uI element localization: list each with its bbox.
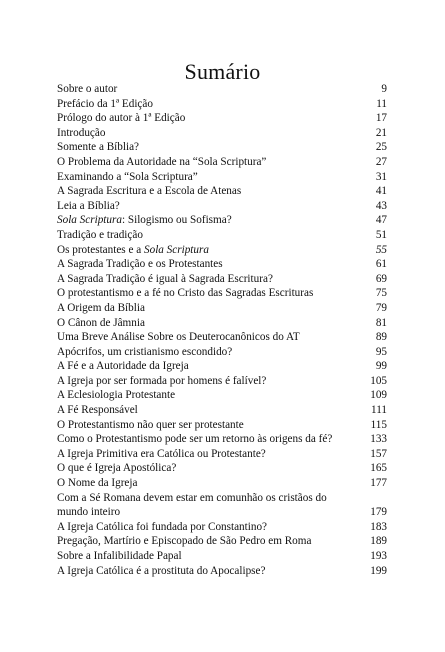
toc-entry-title-text: Sobre a Infalibilidade Papal <box>57 550 182 562</box>
toc-entry <box>57 243 387 258</box>
toc-entry <box>57 418 387 433</box>
toc-entry-page-number: 157 <box>370 447 387 460</box>
toc-entry-title <box>57 184 365 199</box>
toc-entry-title-text: Apócrifos, um cristianismo escondido? <box>57 345 233 358</box>
toc-entry <box>57 97 387 112</box>
toc-entry <box>57 272 387 287</box>
toc-entry-page-number: 79 <box>375 301 387 314</box>
toc-entry-title-text: O protestantismo e a fé no Cristo das Sagradas Escrituras <box>57 287 314 300</box>
toc-entry-title-text: : Silogismo ou Sofisma? <box>121 214 232 227</box>
toc-entry-title <box>57 388 365 403</box>
toc-entry-title <box>57 418 365 433</box>
toc-entry-page-number: 41 <box>375 185 387 198</box>
toc-entry-title-text: Leia a Bíblia? <box>57 199 120 212</box>
toc-entry <box>57 388 387 403</box>
toc-entry-title-text: A Fé Responsável <box>57 404 138 417</box>
toc-entry-title-italic: Sola Scriptura <box>144 243 209 256</box>
toc-entry-title <box>57 155 365 170</box>
toc-entry-title-italic: Sola Scriptura <box>57 214 122 227</box>
toc-entry-title-text: O Cânon de Jâmnia <box>57 316 145 329</box>
page-title: Sumário <box>184 59 261 84</box>
toc-entry-page-number: 69 <box>375 272 387 285</box>
toc-entry <box>57 170 387 185</box>
toc-entry-page-number: 115 <box>370 418 387 431</box>
toc-entry-page-number: 109 <box>370 389 387 402</box>
toc-entry-page-number: 199 <box>370 564 387 577</box>
toc-entry-title <box>57 534 365 549</box>
toc-entry-page-number: 51 <box>375 228 387 241</box>
toc-entry-title-text: Como o Protestantismo pode ser um retorno às origens da fé? <box>57 433 333 446</box>
toc-entry-title <box>57 170 365 185</box>
toc-entry <box>57 257 387 272</box>
toc-entry <box>57 316 387 331</box>
toc-entry-title <box>57 140 365 155</box>
toc-entry-title <box>57 243 365 258</box>
toc-entry <box>57 461 387 476</box>
toc-entry-page-number: 189 <box>370 535 387 548</box>
toc-entry-page-number: 95 <box>375 345 387 358</box>
toc-entry <box>57 111 387 126</box>
toc-entry-page-number: 47 <box>375 214 387 227</box>
toc-entry-title <box>57 403 365 418</box>
toc-entry-title-text: A Origem da Bíblia <box>57 301 145 314</box>
toc-entry-page-number: 31 <box>375 170 387 183</box>
toc-entry-title-text: O Protestantismo não quer ser protestante <box>57 418 244 431</box>
toc-entry-title-text: Sobre o autor <box>57 83 118 95</box>
toc-entry-title-text: A Fé e a Autoridade da Igreja <box>57 360 189 373</box>
toc-entry <box>57 476 387 491</box>
toc-entry-title <box>57 257 365 272</box>
toc-entry-title <box>57 316 365 331</box>
toc-entry-page-number: 183 <box>370 520 387 533</box>
toc-entry <box>57 534 387 549</box>
toc-entry-page-number: 99 <box>375 360 387 373</box>
toc-entry <box>57 140 387 155</box>
toc-entry-page-number: 21 <box>375 126 387 139</box>
toc-entry-title-text: O Problema da Autoridade na “Sola Scriptura” <box>57 155 267 168</box>
toc-entry-page-number: 43 <box>375 199 387 212</box>
toc-entry-title <box>57 126 365 141</box>
toc-entry-title-text: Pregação, Martírio e Episcopado de São Pedro em Roma <box>57 535 312 548</box>
toc-entry-title-text: Com a Sé Romana devem estar em comunhão os cristãos do mundo inteiro <box>57 491 327 519</box>
toc-entry-title <box>57 374 365 389</box>
table-of-contents <box>57 82 387 578</box>
toc-entry-title <box>57 286 365 301</box>
toc-entry-page-number: 105 <box>370 374 387 387</box>
toc-entry-title <box>57 330 365 345</box>
toc-entry-page-number: 17 <box>375 112 387 125</box>
toc-entry-title-text: A Igreja por ser formada por homens é falível? <box>57 374 267 387</box>
toc-entry-title-text: A Eclesiologia Protestante <box>57 389 176 402</box>
toc-entry-page-number: 179 <box>370 506 387 519</box>
toc-entry-page-number: 9 <box>381 83 387 95</box>
toc-entry <box>57 403 387 418</box>
toc-entry-title-text: Tradição e tradição <box>57 228 143 241</box>
toc-entry-page-number: 27 <box>375 155 387 168</box>
toc-entry-title-text: A Igreja Primitiva era Católica ou Protestante? <box>57 447 266 460</box>
toc-entry-title-text: A Sagrada Escritura e a Escola de Atenas <box>57 185 242 198</box>
toc-entry-page-number: 11 <box>376 97 387 110</box>
toc-entry-title-text: O que é Igreja Apostólica? <box>57 462 177 475</box>
toc-entry-title-text: A Sagrada Tradição e os Protestantes <box>57 258 223 271</box>
toc-entry <box>57 301 387 316</box>
toc-entry <box>57 126 387 141</box>
toc-entry <box>57 228 387 243</box>
toc-entry-title <box>57 491 387 520</box>
toc-entry <box>57 213 387 228</box>
toc-entry-title <box>57 111 365 126</box>
toc-entry-title <box>57 301 365 316</box>
toc-entry-page-number: 111 <box>371 404 387 417</box>
toc-entry <box>57 374 387 389</box>
toc-entry-page-number: 25 <box>375 141 387 154</box>
toc-entry <box>57 184 387 199</box>
toc-entry-title-text: Os protestantes e a <box>57 243 144 256</box>
toc-entry-title-text: Examinando a “Sola Scriptura” <box>57 170 198 183</box>
toc-entry-title-text: A Igreja Católica foi fundada por Constantino? <box>57 520 268 533</box>
toc-entry-title-text: Somente a Bíblia? <box>57 141 140 154</box>
toc-entry <box>57 549 387 564</box>
toc-entry-title-text: Prólogo do autor à 1ª Edição <box>57 112 186 125</box>
toc-entry-title <box>57 199 365 214</box>
toc-entry-title-text: Uma Breve Análise Sobre os Deuterocanônicos do AT <box>57 331 300 344</box>
toc-entry-page-number: 55 <box>375 243 387 256</box>
toc-entry-title <box>57 345 365 360</box>
toc-entry-title <box>57 228 365 243</box>
toc-entry-title <box>57 213 365 228</box>
toc-entry <box>57 520 387 535</box>
toc-entry-page-number: 61 <box>375 258 387 271</box>
toc-entry-title-text: O Nome da Igreja <box>57 477 138 490</box>
toc-entry-title-text: A Sagrada Tradição é igual à Sagrada Escritura? <box>57 272 273 285</box>
toc-entry-title-text: Prefácio da 1ª Edição <box>57 97 153 110</box>
toc-entry <box>57 359 387 374</box>
toc-entry-title <box>57 272 365 287</box>
toc-entry <box>57 199 387 214</box>
toc-entry-title-text: Introdução <box>57 126 106 139</box>
toc-entry <box>57 491 387 520</box>
toc-entry <box>57 286 387 301</box>
toc-entry <box>57 432 387 447</box>
toc-entry-page-number: 133 <box>370 433 387 446</box>
toc-entry-page-number: 177 <box>370 477 387 490</box>
toc-entry-page-number: 89 <box>375 331 387 344</box>
toc-entry-page-number: 193 <box>370 550 387 562</box>
toc-entry-page-number: 165 <box>370 462 387 475</box>
toc-entry <box>57 82 387 97</box>
toc-entry-title <box>57 447 365 462</box>
toc-entry <box>57 330 387 345</box>
toc-entry-title-text: A Igreja Católica é a prostituta do Apocalipse? <box>57 564 266 577</box>
toc-entry-title <box>57 461 365 476</box>
toc-entry-title <box>57 82 365 97</box>
toc-entry-title <box>57 564 365 579</box>
toc-entry <box>57 345 387 360</box>
toc-entry-title <box>57 549 365 564</box>
toc-entry-title <box>57 520 365 535</box>
toc-entry-title <box>57 476 365 491</box>
toc-entry-title <box>57 97 365 112</box>
toc-entry <box>57 564 387 579</box>
toc-entry-page-number: 81 <box>375 316 387 329</box>
toc-entry-title <box>57 359 365 374</box>
toc-entry <box>57 447 387 462</box>
toc-entry-title <box>57 432 365 447</box>
toc-entry-page-number: 75 <box>375 287 387 300</box>
toc-entry <box>57 155 387 170</box>
